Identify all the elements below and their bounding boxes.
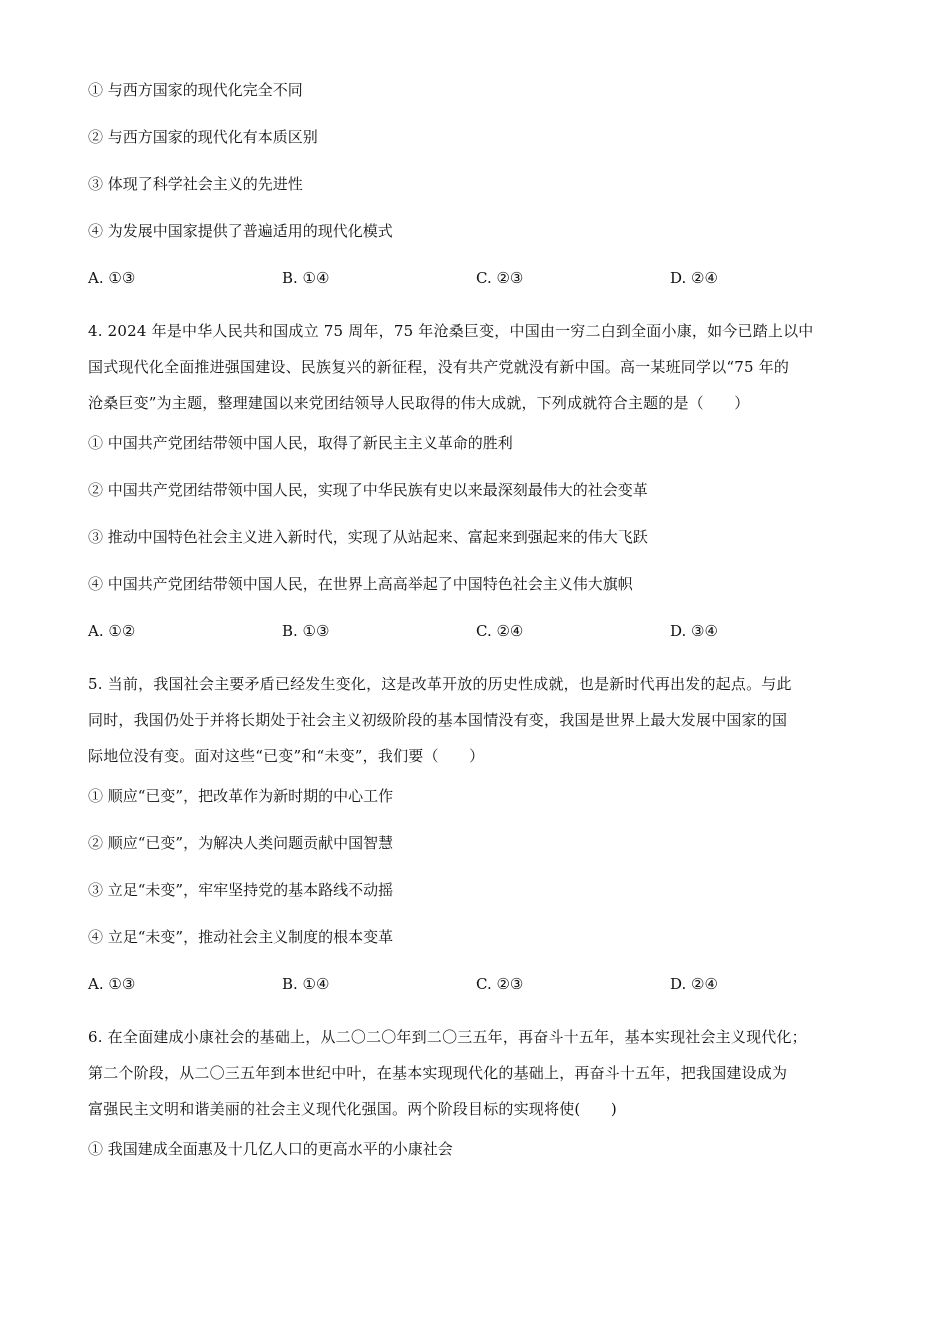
q5-item-1: ① 顺应“已变”，把改革作为新时期的中心工作: [88, 787, 394, 805]
q4-stem-line-2: 国式现代化全面推进强国建设、民族复兴的新征程，没有共产党就没有新中国。高一某班同学以“75 年的: [88, 358, 790, 376]
q5-stem: [88, 666, 868, 774]
q5-option-d: D. ②④: [670, 975, 718, 993]
question-4: [88, 313, 868, 643]
q6-item-1: ① 我国建成全面惠及十几亿人口的更高水平的小康社会: [88, 1140, 453, 1158]
q6-stem-line-2: 第二个阶段，从二〇三五年到本世纪中叶，在基本实现现代化的基础上，再奋斗十五年，把我国建设成为: [88, 1064, 788, 1082]
question-5: [88, 666, 868, 996]
question-3: [88, 78, 868, 290]
q3-options: [88, 266, 868, 290]
q5-option-a: A. ①③: [88, 975, 136, 993]
q5-stem-line-1: 5. 当前，我国社会主要矛盾已经发生变化，这是改革开放的历史性成就，也是新时代再出发的起点。与此: [88, 675, 792, 693]
q3-item-4: ④ 为发展中国家提供了普遍适用的现代化模式: [88, 222, 393, 240]
q3-option-c: C. ②③: [476, 269, 524, 287]
q4-option-c: C. ②④: [476, 622, 524, 640]
q5-option-c: C. ②③: [476, 975, 524, 993]
q4-option-b: B. ①③: [282, 622, 330, 640]
q4-option-a: A. ①②: [88, 622, 136, 640]
q5-option-b: B. ①④: [282, 975, 330, 993]
q3-option-b: B. ①④: [282, 269, 330, 287]
q4-item-1: ① 中国共产党团结带领中国人民，取得了新民主主义革命的胜利: [88, 434, 513, 452]
q3-option-a: A. ①③: [88, 269, 136, 287]
q4-option-d: D. ③④: [670, 622, 718, 640]
q6-stem-line-3: 富强民主文明和谐美丽的社会主义现代化强国。两个阶段目标的实现将使( ): [88, 1100, 617, 1118]
q4-stem-line-3: 沧桑巨变”为主题，整理建国以来党团结领导人民取得的伟大成就，下列成就符合主题的是（ ）: [88, 394, 750, 412]
q4-item-3: ③ 推动中国特色社会主义进入新时代，实现了从站起来、富起来到强起来的伟大飞跃: [88, 528, 648, 546]
q5-item-3: ③ 立足“未变”，牢牢坚持党的基本路线不动摇: [88, 881, 394, 899]
q4-item-2: ② 中国共产党团结带领中国人民，实现了中华民族有史以来最深刻最伟大的社会变革: [88, 481, 648, 499]
q5-item-2: ② 顺应“已变”，为解决人类问题贡献中国智慧: [88, 834, 394, 852]
q3-item-3: ③ 体现了科学社会主义的先进性: [88, 175, 303, 193]
q6-stem-line-1: 6. 在全面建成小康社会的基础上，从二〇二〇年到二〇三五年，再奋斗十五年，基本实现社会主义现代化；: [88, 1028, 807, 1046]
q4-stem: [88, 313, 868, 421]
q6-stem: [88, 1019, 868, 1127]
q5-stem-line-2: 同时，我国仍处于并将长期处于社会主义初级阶段的基本国情没有变，我国是世界上最大发展中国家的国: [88, 711, 788, 729]
exam-page: [88, 78, 868, 1184]
q4-stem-line-1: 4. 2024 年是中华人民共和国成立 75 周年，75 年沧桑巨变，中国由一穷二白到全面小康，如今已踏上以中: [88, 322, 814, 340]
q4-item-4: ④ 中国共产党团结带领中国人民，在世界上高高举起了中国特色社会主义伟大旗帜: [88, 575, 633, 593]
q5-item-4: ④ 立足“未变”，推动社会主义制度的根本变革: [88, 928, 394, 946]
q3-item-2: ② 与西方国家的现代化有本质区别: [88, 128, 318, 146]
q5-options: [88, 972, 868, 996]
q4-options: [88, 619, 868, 643]
question-6: [88, 1019, 868, 1161]
q3-item-1: ① 与西方国家的现代化完全不同: [88, 81, 303, 99]
q3-option-d: D. ②④: [670, 269, 718, 287]
q5-stem-line-3: 际地位没有变。面对这些“已变”和“未变”，我们要（ ）: [88, 747, 485, 765]
